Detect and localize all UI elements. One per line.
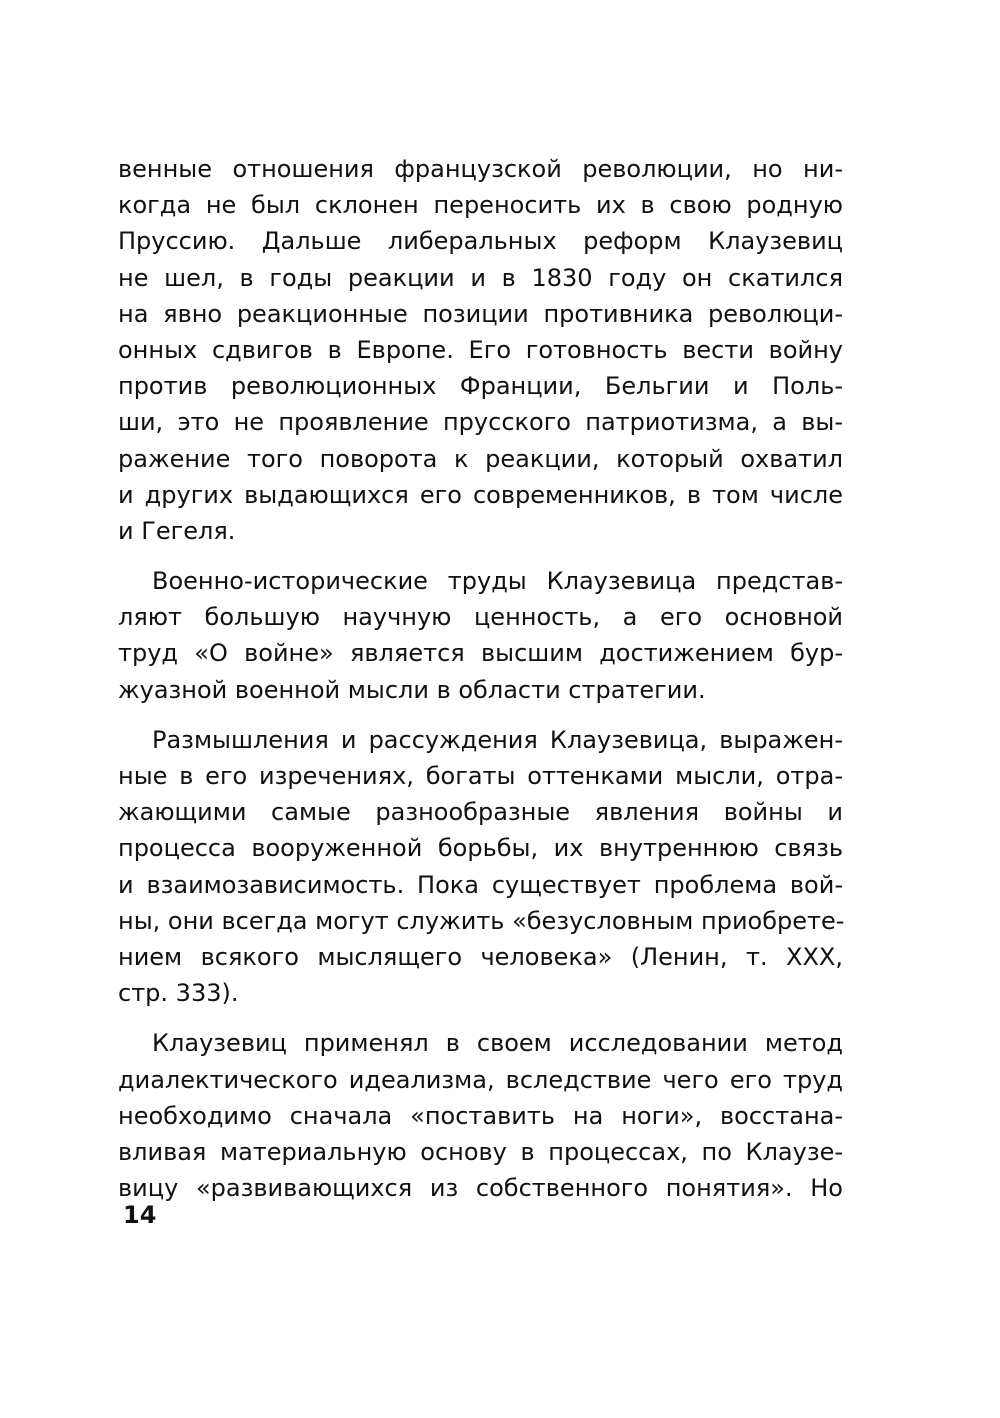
text-line: ши, это не проявление прусского патриотизма, а вы- bbox=[118, 408, 843, 437]
text-line: онных сдвигов в Европе. Его готовность вести войну bbox=[118, 335, 843, 364]
body-text bbox=[118, 151, 843, 1206]
text-line: Пруссию. Дальше либеральных реформ Клаузевиц bbox=[118, 227, 843, 256]
paragraph bbox=[118, 563, 843, 708]
paragraph bbox=[118, 1025, 843, 1206]
text-line: когда не был склонен переносить их в свою родную bbox=[118, 191, 843, 220]
text-line: на явно реакционные позиции противника революци- bbox=[118, 299, 843, 328]
text-line: и взаимозависимость. Пока существует проблема вой- bbox=[118, 870, 843, 899]
text-line: ляют большую научную ценность, а его основной bbox=[118, 603, 843, 632]
text-line: Размышления и рассуждения Клаузевица, выражен- bbox=[152, 725, 843, 754]
text-line: и других выдающихся его современников, в том числе bbox=[118, 480, 843, 509]
text-line: Военно-исторические труды Клаузевица представ- bbox=[152, 567, 843, 596]
text-line: нием всякого мыслящего человека» (Ленин, т. XXX, bbox=[118, 942, 843, 971]
text-line: ные в его изречениях, богаты оттенками мысли, отра- bbox=[118, 762, 843, 790]
text-line: ражение того поворота к реакции, который охватил bbox=[118, 444, 843, 473]
text-line: вицу «развивающихся из собственного понятия». Но bbox=[118, 1174, 843, 1203]
text-line: не шел, в годы реакции и в 1830 году он скатился bbox=[118, 263, 843, 292]
text-line: стр. 333). bbox=[118, 979, 239, 1008]
text-line: вливая материальную основу в процессах, по Клаузе- bbox=[118, 1137, 843, 1166]
text-line: ны, они всегда могут служить «безусловным приобрете- bbox=[118, 906, 845, 935]
paragraph bbox=[118, 722, 843, 1012]
text-line: жуазной военной мысли в области стратегии. bbox=[118, 675, 706, 704]
paragraph bbox=[118, 151, 843, 549]
text-line: против революционных Франции, Бельгии и Поль- bbox=[118, 372, 843, 401]
text-line: диалектического идеализма, вследствие чего его труд bbox=[118, 1065, 843, 1094]
text-line: необходимо сначала «поставить на ноги», восстана- bbox=[118, 1101, 843, 1130]
text-line: жающими самые разнообразные явления войны и bbox=[118, 798, 843, 827]
text-line: процесса вооруженной борьбы, их внутреннюю связь bbox=[118, 834, 843, 863]
text-line: Клаузевиц применял в своем исследовании метод bbox=[152, 1029, 843, 1058]
page-number: 14 bbox=[123, 1201, 157, 1229]
text-line: и Гегеля. bbox=[118, 516, 236, 545]
text-line: венные отношения французской революции, но ни- bbox=[118, 155, 843, 183]
text-line: труд «О войне» является высшим достижением бур- bbox=[118, 639, 843, 668]
